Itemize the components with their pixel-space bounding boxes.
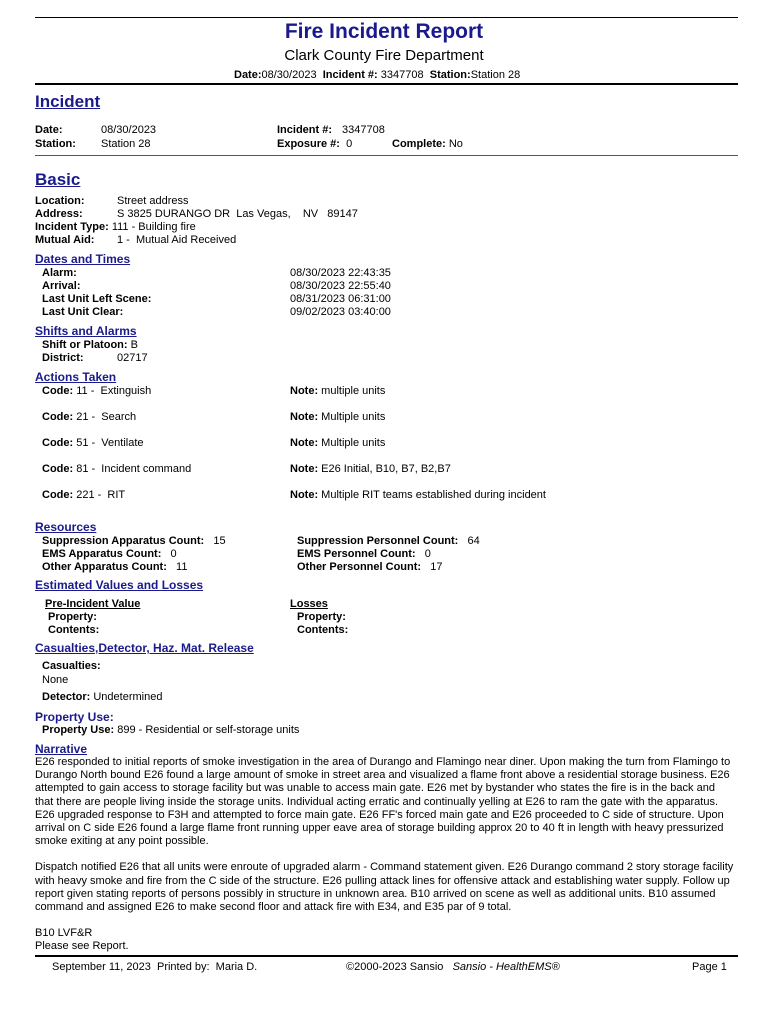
dates-label-clear: Last Unit Clear:: [42, 306, 124, 318]
complete-field: Complete: No: [392, 138, 463, 150]
loss-property-label: Property:: [297, 611, 346, 623]
dates-times-heading: Dates and Times: [35, 252, 131, 266]
resources-heading: Resources: [35, 520, 97, 534]
pre-property-label: Property:: [48, 611, 97, 623]
incident-station-label: Station:: [35, 138, 76, 150]
dates-value-arrival: 08/30/2023 22:55:40: [290, 280, 391, 292]
incident-number: 3347708: [342, 124, 385, 136]
dates-value-left-scene: 08/31/2023 06:31:00: [290, 293, 391, 305]
department-name: Clark County Fire Department: [284, 47, 484, 64]
narrative-heading: Narrative: [35, 742, 88, 756]
pre-incident-heading: Pre-Incident Value: [45, 598, 141, 610]
incident-station: Station 28: [101, 138, 151, 150]
incident-number-label: Incident #:: [277, 124, 333, 136]
action-note: Note: Multiple units: [290, 411, 386, 423]
narrative-paragraph: Dispatch notified E26 that all units were enroute of upgraded alarm - Command statement given. E26 Durango command 2 story storage facility with heavy smoke and fire from the C side of the structure. E26 pulling attack lines for offensive attack and establishing water supply. Follow up report given stating reports of persons possibly in structure in unknown area. B10 arrived on scene as well as additional units. B10 assumed command and assigned E26 to make second floor and attack fire with E34, and E35 par of 9 total.: [35, 861, 734, 914]
mutual-aid-value: 1 - Mutual Aid Received: [117, 234, 237, 246]
incident-type-field: Incident Type: 111 - Building fire: [35, 221, 196, 233]
other-personnel-field: Other Personnel Count: 17: [297, 561, 443, 573]
actions-heading: Actions Taken: [35, 370, 117, 384]
narrative-signature: B10 LVF&R: [35, 927, 93, 940]
action-note: Note: multiple units: [290, 385, 386, 397]
district-label: District:: [42, 352, 84, 364]
top-rule: [35, 17, 738, 18]
action-note: Note: Multiple RIT teams established during incident: [290, 489, 546, 501]
losses-heading: Losses: [290, 598, 328, 610]
incident-rule: [35, 155, 738, 156]
values-losses-heading: Estimated Values and Losses: [35, 578, 204, 592]
address-value: S 3825 DURANGO DR Las Vegas, NV 89147: [117, 208, 358, 220]
action-code: Code: 51 - Ventilate: [42, 437, 144, 449]
header-meta: Date:08/30/2023 Incident #: 3347708 Station:Station 28: [234, 69, 521, 81]
action-code: Code: 21 - Search: [42, 411, 137, 423]
other-apparatus-field: Other Apparatus Count: 11: [42, 561, 188, 573]
loss-contents-label: Contents:: [297, 624, 349, 636]
shifts-heading: Shifts and Alarms: [35, 324, 137, 338]
address-label: Address:: [35, 208, 83, 220]
action-note: Note: Multiple units: [290, 437, 386, 449]
action-code: Code: 221 - RIT: [42, 489, 126, 501]
exposure-field: Exposure #: 0: [277, 138, 353, 150]
action-note: Note: E26 Initial, B10, B7, B2,B7: [290, 463, 451, 475]
shift-field: Shift or Platoon: B: [42, 339, 138, 351]
incident-date: 08/30/2023: [101, 124, 157, 136]
narrative-paragraph: E26 responded to initial reports of smoke investigation in the area of Durango and Flamingo near diner. Upon making the turn from Flamingo to Durango North bound E26 found a large amount of smoke in street area and visualized a flame front above a residential storage business. E26 attempted to gain access to storage facility but was unable to access main gate. E26 met by bystander who states the fire is in the back and that there are people living inside the storage units. Individual acting erratic and continually yelling at E26 to ram the gate with the apparatus. E26 upgraded response to F3H and attempted to force main gate. E26 FF's forced main gate and E26 proceeded to C side of structure. Upon arrival on C side E26 found a large flame front running upper eave area of storage building approx 20 to 40 ft in length with heavy pressurized smoke exiting at any point possible.: [35, 756, 731, 848]
report-title: Fire Incident Report: [284, 20, 484, 43]
casualties-label: Casualties:: [42, 660, 101, 672]
suppression-apparatus-field: Suppression Apparatus Count: 15: [42, 535, 226, 547]
location-label: Location:: [35, 195, 85, 207]
narrative-body: [35, 756, 735, 954]
property-use-field: Property Use: 899 - Residential or self-storage units: [42, 724, 300, 736]
property-use-heading: Property Use:: [35, 710, 114, 724]
pre-contents-label: Contents:: [48, 624, 100, 636]
footer-rule: [35, 955, 738, 957]
mutual-aid-label: Mutual Aid:: [35, 234, 95, 246]
ems-personnel-field: EMS Personnel Count: 0: [297, 548, 431, 560]
dates-value-alarm: 08/30/2023 22:43:35: [290, 267, 391, 279]
action-code: Code: 11 - Extinguish: [42, 385, 152, 397]
suppression-personnel-field: Suppression Personnel Count: 64: [297, 535, 480, 547]
ems-apparatus-field: EMS Apparatus Count: 0: [42, 548, 177, 560]
footer-page: Page 1: [692, 961, 727, 973]
footer-copyright: ©2000-2023 Sansio Sansio - HealthEMS®: [346, 961, 560, 973]
footer-printed: September 11, 2023 Printed by: Maria D.: [52, 961, 258, 973]
district-value: 02717: [117, 352, 148, 364]
dates-label-left-scene: Last Unit Left Scene:: [42, 293, 152, 305]
incident-date-label: Date:: [35, 124, 63, 136]
narrative-note: Please see Report.: [35, 940, 129, 953]
incident-heading: Incident: [35, 92, 101, 111]
casualties-heading: Casualties,Detector, Haz. Mat. Release: [35, 641, 254, 655]
location-value: Street address: [117, 195, 189, 207]
dates-label-alarm: Alarm:: [42, 267, 77, 279]
action-code: Code: 81 - Incident command: [42, 463, 192, 475]
detector-field: Detector: Undetermined: [42, 691, 163, 703]
casualties-value: None: [42, 674, 69, 686]
header-rule: [35, 83, 738, 85]
dates-value-clear: 09/02/2023 03:40:00: [290, 306, 391, 318]
basic-heading: Basic: [35, 170, 81, 189]
dates-label-arrival: Arrival:: [42, 280, 81, 292]
